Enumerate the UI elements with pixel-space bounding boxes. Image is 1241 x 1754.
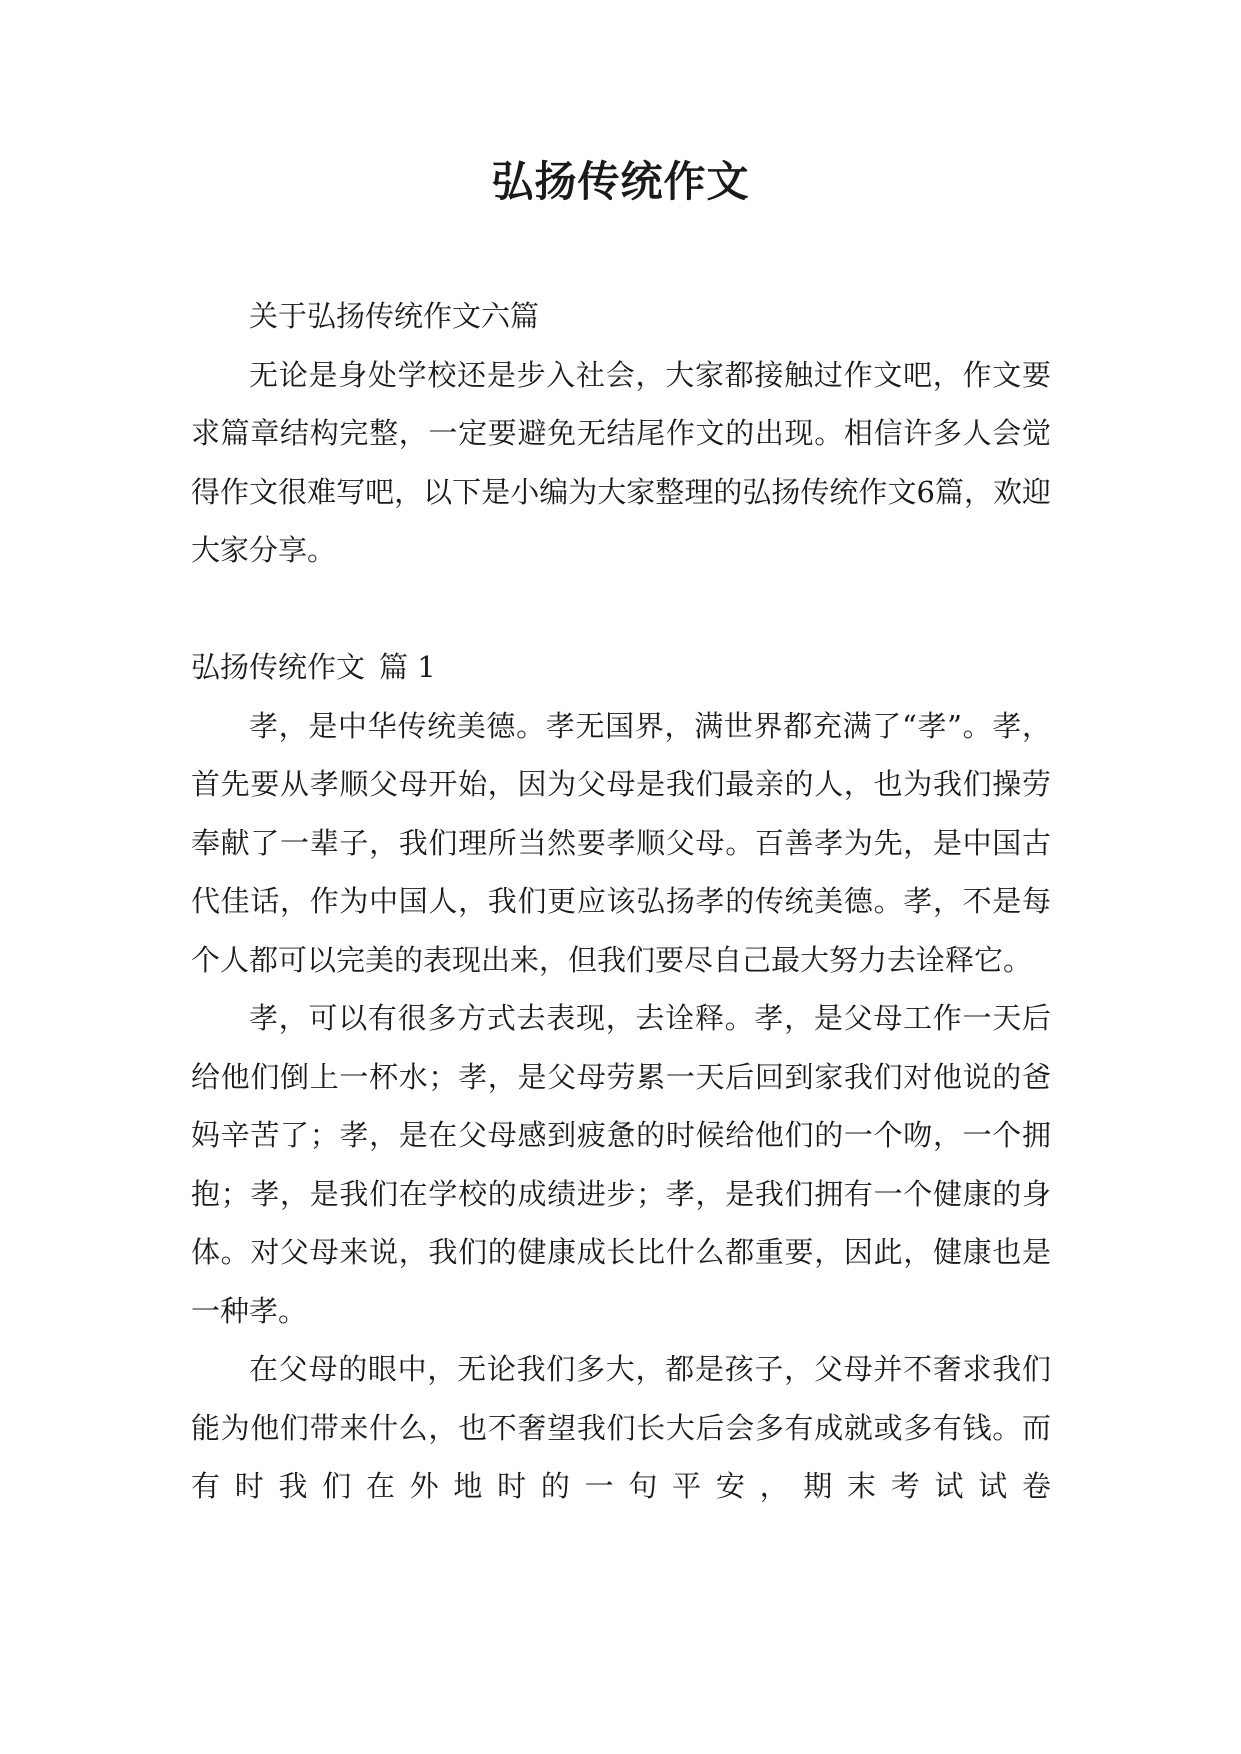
section-spacer <box>191 580 1051 639</box>
document-title: 弘扬传统作文 <box>491 157 750 206</box>
intro-line: 关于弘扬传统作文六篇 <box>249 299 540 333</box>
document-body <box>191 287 1051 1516</box>
section-heading-label: 弘扬传统作文 <box>191 650 366 684</box>
section-heading-number: 篇 1 <box>379 650 436 684</box>
section-paragraph-2: 孝，可以有很多方式去表现，去诠释。孝，是父母工作一天后给他们倒上一杯水；孝，是父母劳累一天后回到家我们对他说的爸妈辛苦了；孝，是在父母感到疲惫的时候给他们的一个吻，一个拥抱；孝，是我们在学校的成绩进步；孝，是我们拥有一个健康的身体。对父母来说，我们的健康成长比什么都重要，因此，健康也是一种孝。 <box>191 1001 1051 1328</box>
section-heading <box>191 638 1051 697</box>
intro-paragraph: 无论是身处学校还是步入社会，大家都接触过作文吧，作文要求篇章结构完整，一定要避免无结尾作文的出现。相信许多人会觉得作文很难写吧，以下是小编为大家整理的弘扬传统作文6篇，欢迎大家分享。 <box>191 357 1051 567</box>
section-paragraph-3: 在父母的眼中，无论我们多大，都是孩子，父母并不奢求我们能为他们带来什么，也不奢望我们长大后会多有成就或多有钱。而有时我们在外地时的一句平安，期末考试试卷 <box>191 1352 1051 1503</box>
section-paragraph-1: 孝，是中华传统美德。孝无国界，满世界都充满了“孝”。孝，首先要从孝顺父母开始，因为父母是我们最亲的人，也为我们操劳奉献了一辈子，我们理所当然要孝顺父母。百善孝为先，是中国古代佳话，作为中国人，我们更应该弘扬孝的传统美德。孝，不是每个人都可以完美的表现出来，但我们要尽自己最大努力去诠释它。 <box>191 708 1051 977</box>
